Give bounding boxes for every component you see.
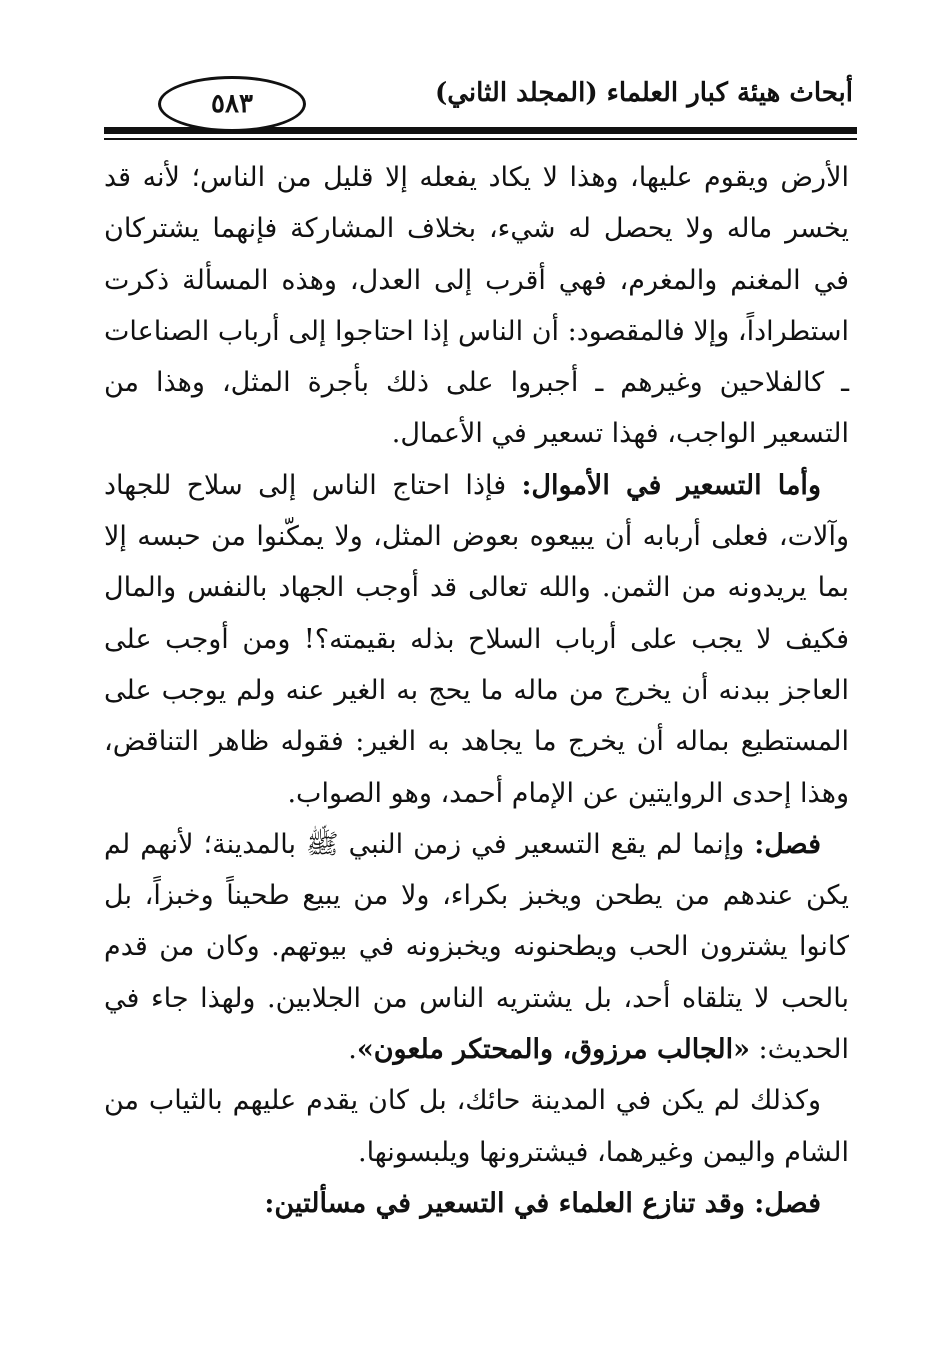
paragraph-4-text: وكذلك لم يكن في المدينة حائك، بل كان يقدم عليهم بالثياب من الشام واليمن وغيرهما، فيشترونها ويلبسونها. [104, 1085, 849, 1168]
running-title: أبحاث هيئة كبار العلماء (المجلد الثاني) [434, 78, 853, 108]
paragraph-2 [104, 460, 849, 819]
paragraph-2-heading: وأما التسعير في الأموال: [521, 469, 821, 501]
hadith-quote: «الجالب مرزوق، والمحتكر ملعون» [356, 1034, 750, 1066]
paragraph-3-tail: . [348, 1034, 357, 1066]
paragraph-2-text: فإذا احتاج الناس إلى سلاح للجهاد وآلات، فعلى أربابه أن يبيعوه بعوض المثل، ولا يمكّنوا من حبسه إلا بما يريدونه من الثمن. والله تعالى قد أوجب الجهاد بالنفس والمال فكيف لا يجب على أرباب السلاح بذله بقيمته؟! ومن أوجب على العاجز ببدنه أن يخرج من ماله ما يحج به الغير عنه ولم يوجب على المستطيع بماله أن يخرج ما يجاهد به الغير: فقوله ظاهر التناقض، وهذا إحدى الروايتين عن الإمام أحمد، وهو الصواب. [104, 469, 849, 809]
paragraph-3-heading: فصل: [754, 828, 821, 860]
paragraph-3 [104, 819, 849, 1075]
page-number: ٥٨٣ [158, 76, 306, 132]
paragraph-5-heading: فصل: وقد تنازع العلماء في التسعير في مسألتين: [264, 1187, 821, 1219]
paragraph-3-text: وإنما لم يقع التسعير في زمن النبي ﷺ بالمدينة؛ لأنهم لم يكن عندهم من يطحن ويخبز بكراء، ولا من يبيع طحيناً وخبزاً، بل كانوا يشترون الحب ويطحنونه ويخبزونه في بيوتهم. وكان من قدم بالحب لا يتلقاه أحد، بل يشتريه الناس من الجلابين. ولهذا جاء في الحديث: [104, 828, 849, 1066]
paragraph-5 [104, 1178, 849, 1229]
body-text [104, 152, 849, 1229]
header-rule-thin [104, 138, 857, 140]
paragraph-1 [104, 152, 849, 460]
paragraph-1-text: الأرض ويقوم عليها، وهذا لا يكاد يفعله إلا قليل من الناس؛ لأنه قد يخسر ماله ولا يحصل له شيء، بخلاف المشاركة فإنهما يشتركان في المغنم والمغرم، فهي أقرب إلى العدل، وهذه المسألة ذكرت استطراداً، وإلا فالمقصود: أن الناس إذا احتاجوا إلى أرباب الصناعات ـ كالفلاحين وغيرهم ـ أجبروا على ذلك بأجرة المثل، وهذا من التسعير الواجب، فهذا تسعير في الأعمال. [104, 162, 849, 450]
paragraph-4 [104, 1075, 849, 1178]
